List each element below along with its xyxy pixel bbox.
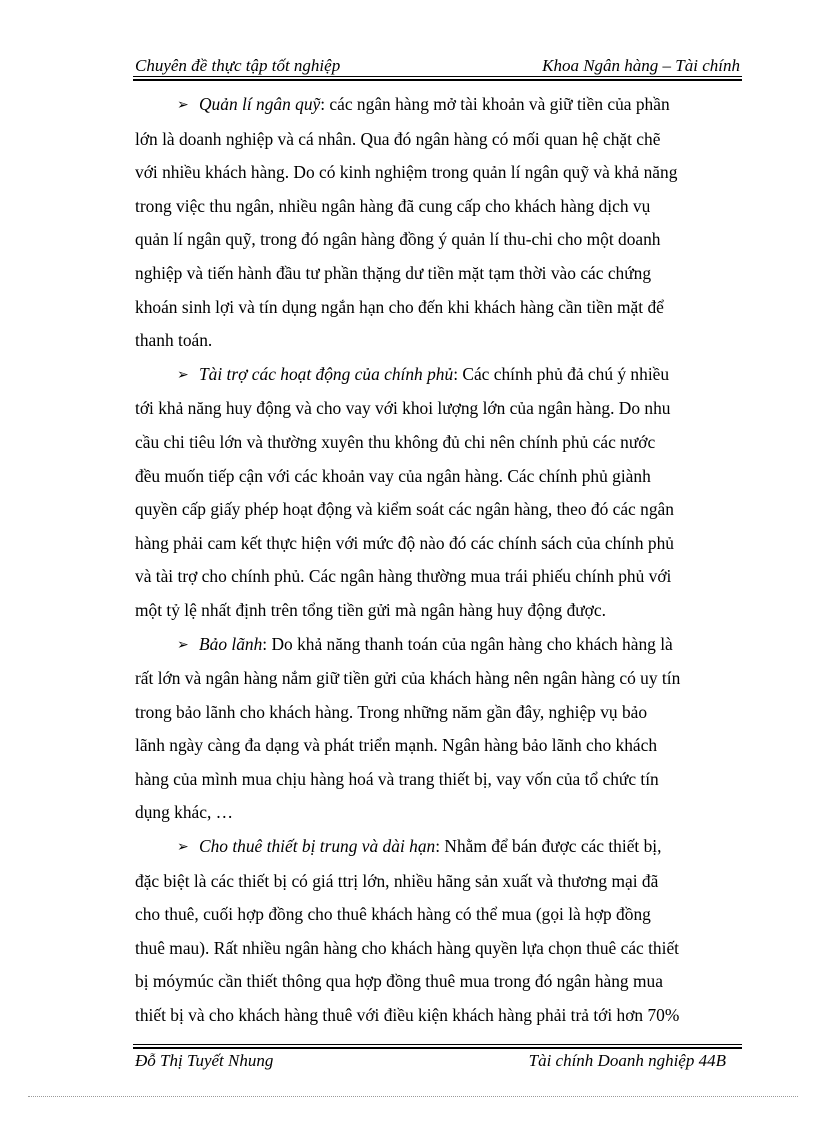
paragraph-treasury-management xyxy=(135,88,740,358)
paragraph-text: : các ngân hàng mở tài khoản và giữ tiền của phần lớn là doanh nghiệp và cá nhân. Qua đó ngân hàng có mối quan hệ chặt chẽ với nhiều khách hàng. Do có kinh nghiệm trong quản lí ngân quỹ và khả năng trong việc thu ngân, nhiều ngân hàng đã cung cấp cho khách hàng dịch vụ quản lí ngân quỹ, trong đó ngân hàng đồng ý quản lí thu-chi cho một doanh nghiệp và tiến hành đầu tư phần thặng dư tiền mặt tạm thời vào các chứng khoán sinh lợi và tín dụng ngắn hạn cho đến khi khách hàng cần tiền mặt để thanh toán. xyxy=(135,94,678,351)
paragraph-text: : Các chính phủ đả chú ý nhiều tới khả năng huy động và cho vay với khoi lượng lớn của ngân hàng. Do nhu cầu chi tiêu lớn và thường xuyên thu không đủ chi nên chính phủ các nước đều muốn tiếp cận với các khoản vay của ngân hàng. Các chính phủ giành quyền cấp giấy phép hoạt động và kiểm soát các ngân hàng, theo đó các ngân hàng phải cam kết thực hiện với mức độ nào đó các chính sách của chính phủ và tài trợ cho chính phủ. Các ngân hàng thường mua trái phiếu chính phủ với một tỷ lệ nhất định trên tổng tiền gửi mà ngân hàng huy động được. xyxy=(135,363,674,620)
paragraph-guarantee xyxy=(135,628,740,831)
header-right-title: Khoa Ngân hàng – Tài chính xyxy=(542,56,740,75)
page-header xyxy=(135,56,740,76)
page-boundary-dotted-line xyxy=(28,1096,798,1097)
paragraph-equipment-leasing xyxy=(135,830,740,1033)
footer-author: Đỗ Thị Tuyết Nhung xyxy=(135,1051,274,1070)
paragraph-term: Tài trợ các hoạt động của chính phủ xyxy=(199,363,454,384)
page-footer xyxy=(135,1050,740,1072)
paragraph-government-financing xyxy=(135,358,740,628)
footer-class: Tài chính Doanh nghiệp 44B xyxy=(528,1051,726,1070)
arrow-bullet-icon: ➢ xyxy=(177,367,189,383)
paragraph-term: Cho thuê thiết bị trung và dài hạn xyxy=(199,836,436,857)
paragraph-term: Quản lí ngân quỹ xyxy=(199,94,321,114)
arrow-bullet-icon: ➢ xyxy=(177,840,189,856)
paragraph-text: : Do khả năng thanh toán của ngân hàng cho khách hàng là rất lớn và ngân hàng nắm giữ tiền gửi của khách hàng nên ngân hàng có uy tín trong bảo lãnh cho khách hàng. Trong những năm gần đây, nghiệp vụ bảo lãnh ngày càng đa dạng và phát triển mạnh. Ngân hàng bảo lãnh cho khách hàng của mình mua chịu hàng hoá và trang thiết bị, vay vốn của tổ chức tín dụng khác, … xyxy=(135,633,681,823)
footer-rule-thick xyxy=(133,1047,742,1049)
body-content xyxy=(135,88,740,1033)
arrow-bullet-icon: ➢ xyxy=(177,637,189,653)
paragraph-text: : Nhằm để bán được các thiết bị, đặc biệt là các thiết bị có giá ttrị lớn, nhiều hãng sản xuất và thương mại đã cho thuê, cuối hợp đồng cho thuê khách hàng có thể mua (gọi là hợp đồng thuê mau). Rất nhiều ngân hàng cho khách hàng quyền lựa chọn thuê các thiết bị móymúc cần thiết thông qua hợp đồng thuê mua trong đó ngân hàng mua thiết bị và cho khách hàng thuê với điều kiện khách hàng phải trả tới hơn 70% xyxy=(135,836,680,1026)
header-rule-thick xyxy=(133,79,742,81)
arrow-bullet-icon: ➢ xyxy=(177,98,189,113)
footer-rule xyxy=(133,1044,742,1045)
paragraph-term: Bảo lãnh xyxy=(199,633,263,654)
header-left-title: Chuyên đề thực tập tốt nghiệp xyxy=(135,56,341,75)
header-rule xyxy=(133,76,742,77)
